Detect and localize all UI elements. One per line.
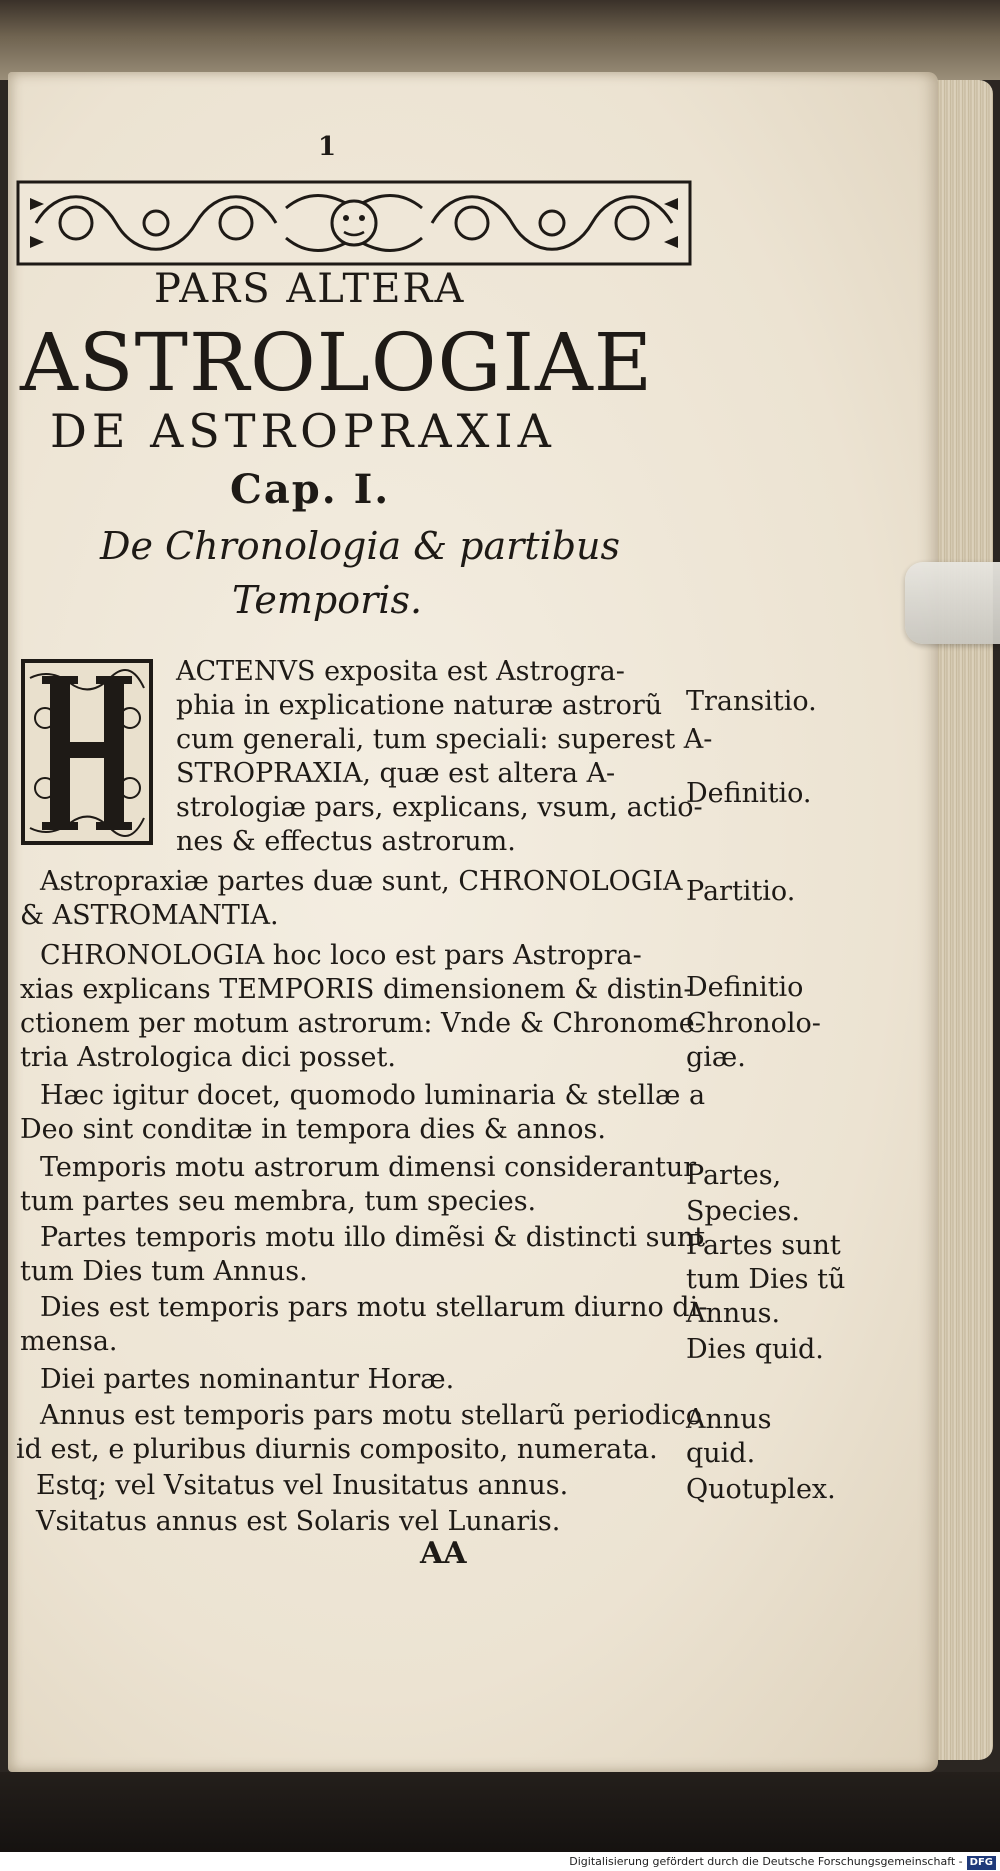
text-line: id est, e pluribus diurnis composito, numerata. [16, 1434, 658, 1465]
margin-note: Transitio. [686, 686, 817, 717]
heading-line-1: PARS ALTERA [154, 266, 466, 312]
margin-note: Definitio. [686, 778, 812, 809]
page-number: 1 [318, 132, 337, 162]
margin-note: quid. [686, 1438, 756, 1469]
text-line: ACTENVS exposita est Astrogra- [176, 656, 625, 687]
margin-note: Annus. [686, 1298, 781, 1329]
margin-note: Annus [686, 1404, 772, 1435]
text-line: Temporis motu astrorum dimensi considerantur [40, 1152, 697, 1183]
margin-note: Chronolo- [686, 1008, 821, 1039]
margin-note: Dies quid. [686, 1334, 824, 1365]
text-line: tum partes seu membra, tum species. [20, 1186, 537, 1217]
text-line: strologiæ pars, explicans, vsum, actio- [176, 792, 703, 823]
credit-text: Digitalisierung gefördert durch die Deutsche Forschungsgemeinschaft - [569, 1855, 963, 1868]
text-line: nes & effectus astrorum. [176, 826, 516, 857]
book-cover-bottom [0, 1772, 1000, 1852]
text-line: & ASTROMANTIA. [20, 900, 279, 931]
text-line: tria Astrologica dici posset. [20, 1042, 396, 1073]
text-line: xias explicans TEMPORIS dimensionem & distin- [20, 974, 693, 1005]
subtitle-line-1: De Chronologia & partibus [100, 524, 620, 568]
catchword: AA [420, 1536, 467, 1571]
margin-note: Partitio. [686, 876, 796, 907]
book-cover-top [0, 0, 1000, 80]
text-line: Deo sint conditæ in tempora dies & annos. [20, 1114, 606, 1145]
digitization-credit [0, 1852, 1000, 1871]
text-line: Hæc igitur docet, quomodo luminaria & stellæ a [40, 1080, 706, 1111]
margin-note: Partes sunt [686, 1230, 841, 1261]
heading-line-2: ASTROLOGIAE [20, 316, 654, 409]
text-line: Dies est temporis pars motu stellarum diurno di- [40, 1292, 708, 1323]
text-line: Partes temporis motu illo dimẽsi & distincti sunt [40, 1222, 706, 1253]
text-line: tum Dies tum Annus. [20, 1256, 308, 1287]
text-line: ctionem per motum astrorum: Vnde & Chronome- [20, 1008, 704, 1039]
chapter-heading: Cap. I. [230, 466, 391, 513]
text-line: Vsitatus annus est Solaris vel Lunaris. [36, 1506, 561, 1537]
text-line: phia in explicatione naturæ astrorũ [176, 690, 663, 721]
margin-note: giæ. [686, 1042, 746, 1073]
text-line: mensa. [20, 1326, 118, 1357]
text-line: STROPRAXIA, quæ est altera A- [176, 758, 616, 789]
heading-line-3: DE ASTROPRAXIA [50, 404, 556, 458]
text-line: Diei partes nominantur Horæ. [40, 1364, 455, 1395]
text-line: Estq; vel Vsitatus vel Inusitatus annus. [36, 1470, 569, 1501]
text-line: Annus est temporis pars motu stellarũ periodico [40, 1400, 703, 1431]
ornament-headpiece [16, 178, 692, 268]
text-line: cum generali, tum speciali: superest A- [176, 724, 713, 755]
margin-note: Species. [686, 1196, 800, 1227]
dfg-logo: DFG [967, 1856, 996, 1870]
text-line: Astropraxiæ partes duæ sunt, CHRONOLOGIA [40, 866, 683, 897]
margin-note: Definitio [686, 972, 804, 1003]
margin-note: Partes, [686, 1160, 782, 1191]
subtitle-line-2: Temporis. [232, 578, 423, 622]
margin-note: Quotuplex. [686, 1474, 836, 1505]
text-line: CHRONOLOGIA hoc loco est pars Astropra- [40, 940, 642, 971]
decorated-initial-h [20, 658, 154, 846]
margin-note: tum Dies tũ [686, 1264, 846, 1295]
bookmark-tab [905, 562, 1000, 644]
